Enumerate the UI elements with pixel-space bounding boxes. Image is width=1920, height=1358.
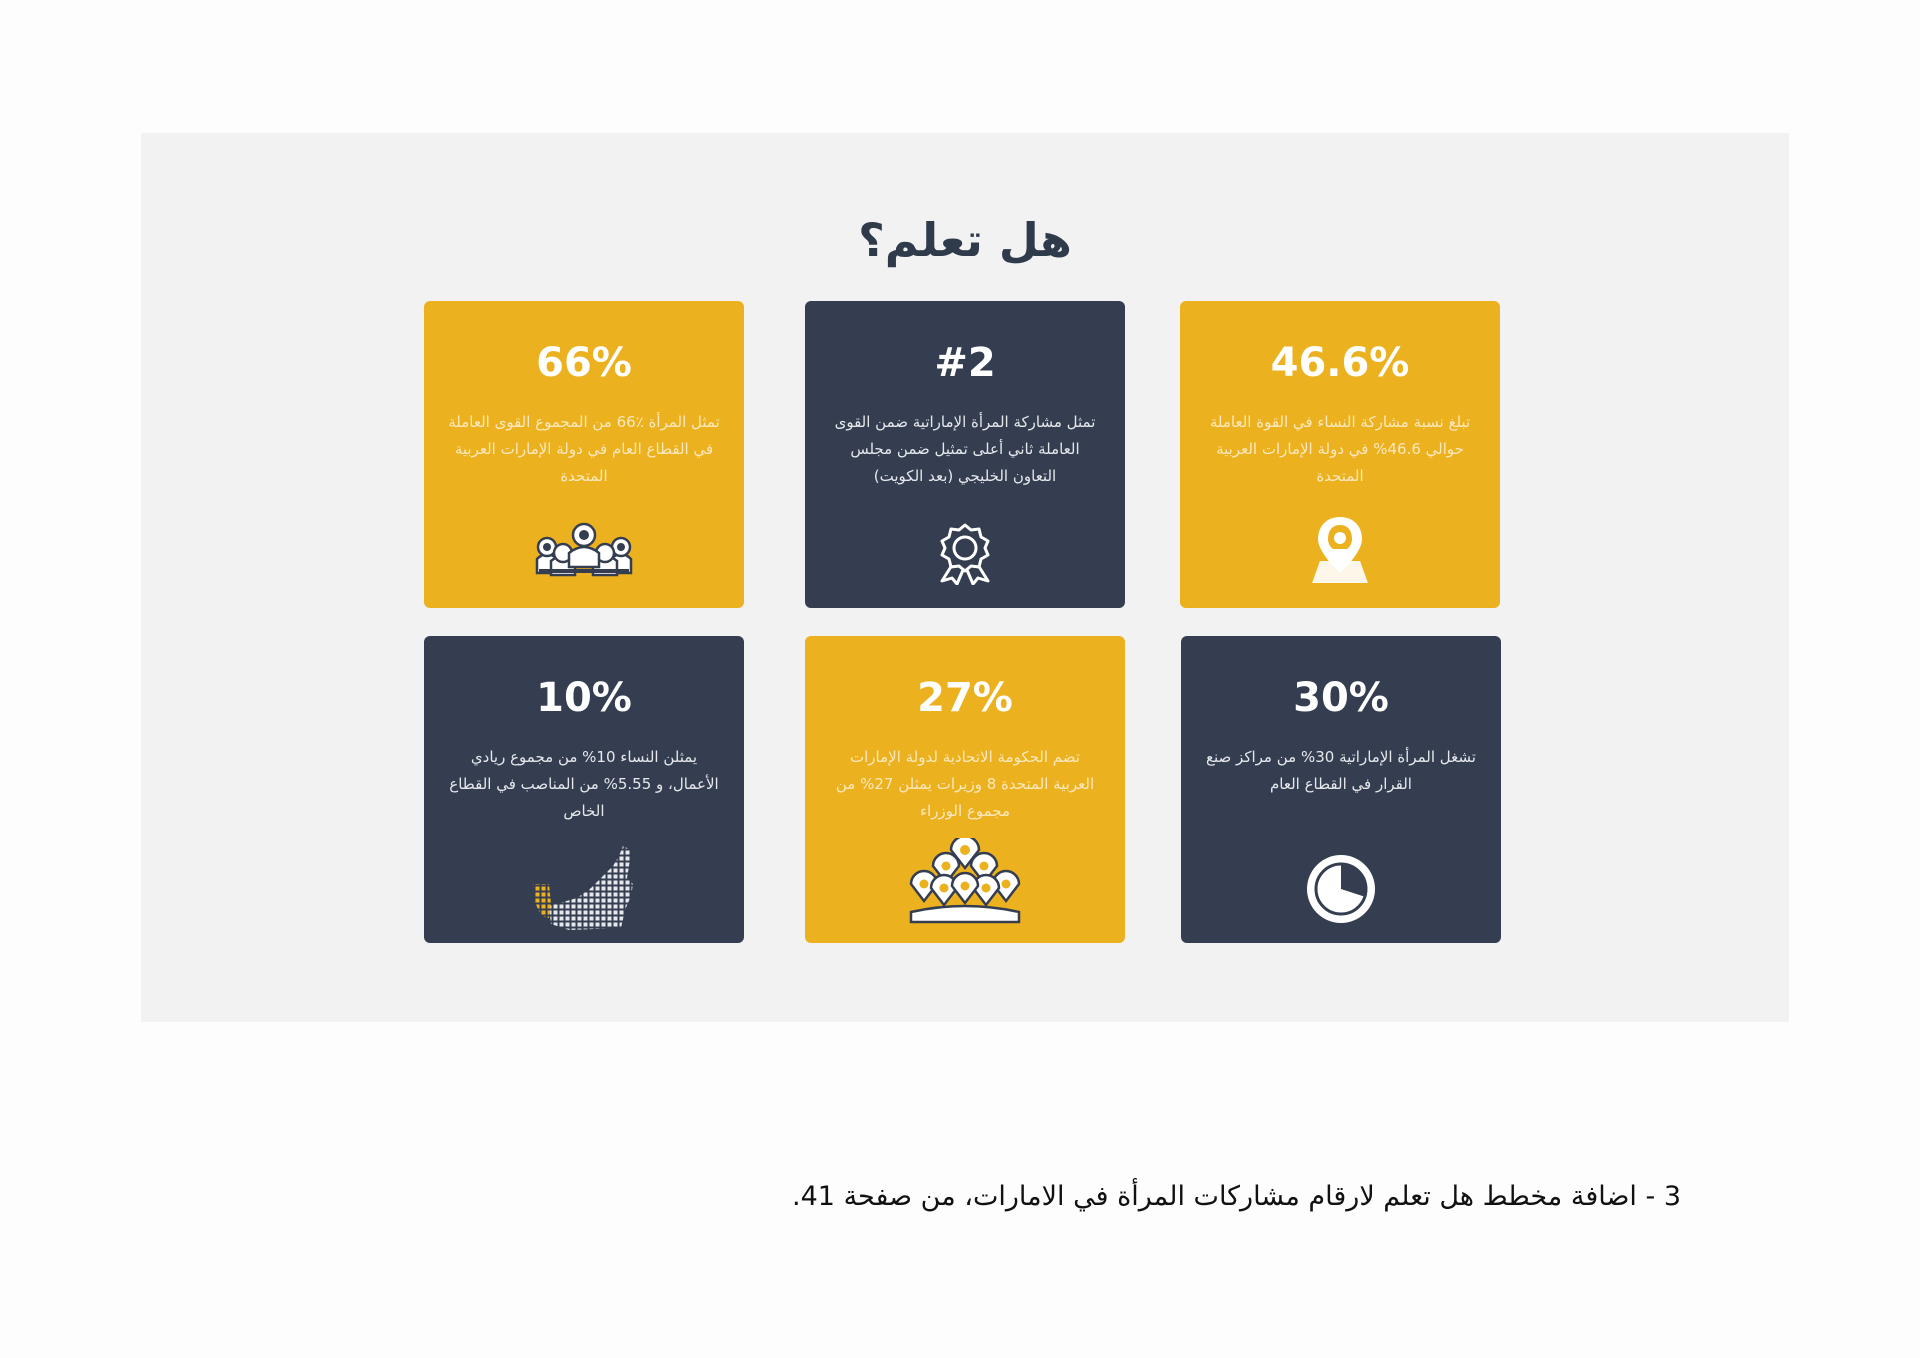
stat-description: يمثلن النساء 10% من مجموع ريادي الأعمال، و 5.55% من المناصب في القطاع الخاص bbox=[449, 748, 719, 820]
uae-map-icon bbox=[529, 844, 639, 934]
stat-card-66 bbox=[424, 301, 744, 608]
stat-value: #2 bbox=[934, 340, 996, 386]
panel-title: هل تعلم؟ bbox=[858, 213, 1072, 267]
women-group-icon bbox=[529, 513, 639, 577]
stat-value: 10% bbox=[536, 675, 632, 721]
stat-description: تضم الحكومة الاتحادية لدولة الإمارات العربية المتحدة 8 وزيرات يمثلن 27% من مجموع الوزراء bbox=[835, 748, 1095, 820]
stat-description: تشغل المرأة الإماراتية 30% من مراكز صنع القرار في القطاع العام bbox=[1206, 748, 1476, 793]
stat-description: تمثل مشاركة المرأة الإماراتية ضمن القوى العاملة ثاني أعلى تمثيل ضمن مجلس التعاون الخليجي (بعد الكويت) bbox=[834, 413, 1096, 485]
stat-value: 30% bbox=[1293, 675, 1389, 721]
pie-chart-icon bbox=[1304, 852, 1378, 926]
stat-value: 46.6% bbox=[1270, 340, 1410, 386]
ministers-group-icon bbox=[905, 838, 1025, 924]
stat-card-27 bbox=[805, 636, 1125, 943]
stat-value: 66% bbox=[536, 340, 632, 386]
page-caption: 3 - اضافة مخطط هل تعلم لارقام مشاركات المرأة في الامارات، من صفحة 41. bbox=[792, 1181, 1681, 1212]
stat-card-30 bbox=[1181, 636, 1501, 943]
infographic-panel bbox=[141, 133, 1789, 1022]
stat-card-10 bbox=[424, 636, 744, 943]
stat-description: تمثل المرأة ٪66 من المجموع القوى العاملة في القطاع العام في دولة الإمارات العربية المتحدة bbox=[448, 413, 720, 485]
stat-description: تبلغ نسبة مشاركة النساء في القوة العاملة حوالي 46.6% في دولة الإمارات العربية المتحدة bbox=[1209, 413, 1471, 485]
stat-value: 27% bbox=[917, 675, 1013, 721]
stat-card-rank-2 bbox=[805, 301, 1125, 608]
award-ribbon-icon bbox=[930, 523, 1000, 585]
stat-card-46-6 bbox=[1180, 301, 1500, 608]
woman-location-pin-icon bbox=[1308, 513, 1372, 585]
